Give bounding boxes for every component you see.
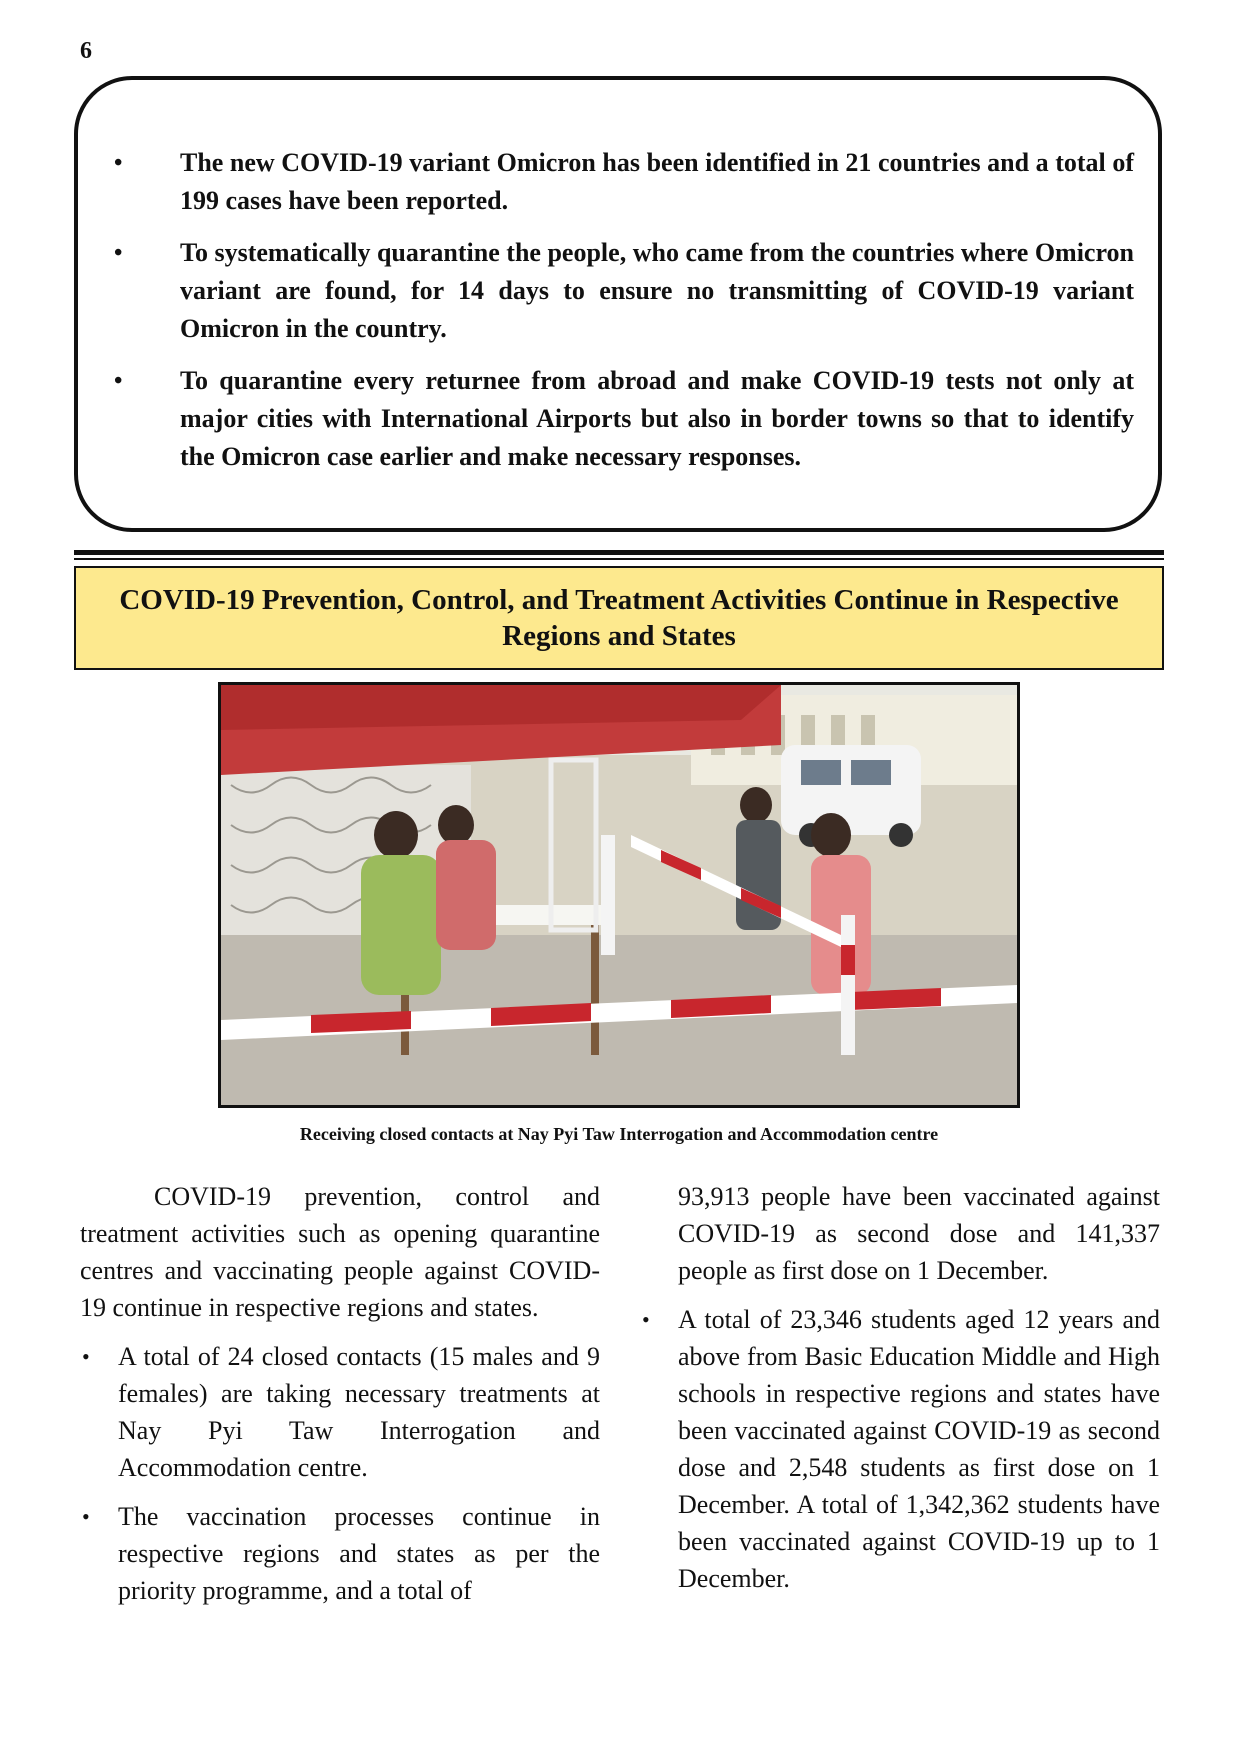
photo-caption: Receiving closed contacts at Nay Pyi Taw Interrogation and Accommodation centre: [299, 1124, 939, 1144]
section-divider: [74, 550, 1164, 555]
notice-item: [102, 362, 1134, 476]
bullet-icon: •: [82, 1344, 90, 1369]
article-bullets-left: [80, 1338, 600, 1609]
photo-illustration: [221, 685, 1017, 1105]
text-column-left: [80, 1178, 600, 1621]
list-item-text: A total of 23,346 students aged 12 years and above from Basic Education Middle and High schools in respective regions and states have been vaccinated against COVID-19 as second dose and 2,548 students as first dose on 1 December. A total of 1,342,362 students have been vaccinated against COVID-19 up to 1 December.: [678, 1305, 1160, 1593]
notice-item-text: The new COVID-19 variant Omicron has been identified in 21 countries and a total of 199 cases have been reported.: [180, 148, 1134, 215]
list-item-continuation: 93,913 people have been vaccinated against COVID-19 as second dose and 141,337 people as first dose on 1 December.: [678, 1182, 1160, 1285]
page-number: 6: [80, 38, 92, 64]
list-item: [80, 1498, 600, 1609]
article-intro: COVID-19 prevention, control and treatment activities such as opening quarantine centres and vaccinating people against COVID-19 continue in respective regions and states.: [80, 1182, 600, 1322]
notice-item-text: To quarantine every returnee from abroad and make COVID-19 tests not only at major cities with International Airports but also in border towns so that to identify the Omicron case earlier and make necessary responses.: [180, 366, 1134, 471]
notice-item: [102, 144, 1134, 220]
list-item: [80, 1338, 600, 1486]
notice-item-text: To systematically quarantine the people, who came from the countries where Omicron variant are found, for 14 days to ensure no transmitting of COVID-19 variant Omicron in the country.: [180, 238, 1134, 343]
list-item-text: The vaccination processes continue in respective regions and states as per the priority programme, and a total of: [118, 1502, 600, 1605]
bullet-icon: •: [642, 1307, 650, 1332]
notice-item: [102, 234, 1134, 348]
bullet-icon: •: [114, 240, 123, 266]
omicron-notice-box: [74, 76, 1162, 532]
list-item: [640, 1301, 1160, 1597]
article-headline: COVID-19 Prevention, Control, and Treatment Activities Continue in Respective Regions and States: [119, 584, 1119, 652]
notice-list: [102, 144, 1134, 490]
headline-box: [74, 566, 1164, 670]
text-column-right: [640, 1178, 1160, 1609]
list-item-text: A total of 24 closed contacts (15 males and 9 females) are taking necessary treatments at Nay Pyi Taw Interrogation and Accommodation centre.: [118, 1342, 600, 1482]
bullet-icon: •: [114, 368, 123, 394]
bullet-icon: •: [114, 150, 123, 176]
bullet-icon: •: [82, 1504, 90, 1529]
article-bullets-right: [640, 1301, 1160, 1597]
article-photo: [218, 682, 1020, 1108]
section-divider-thin: [74, 558, 1164, 560]
